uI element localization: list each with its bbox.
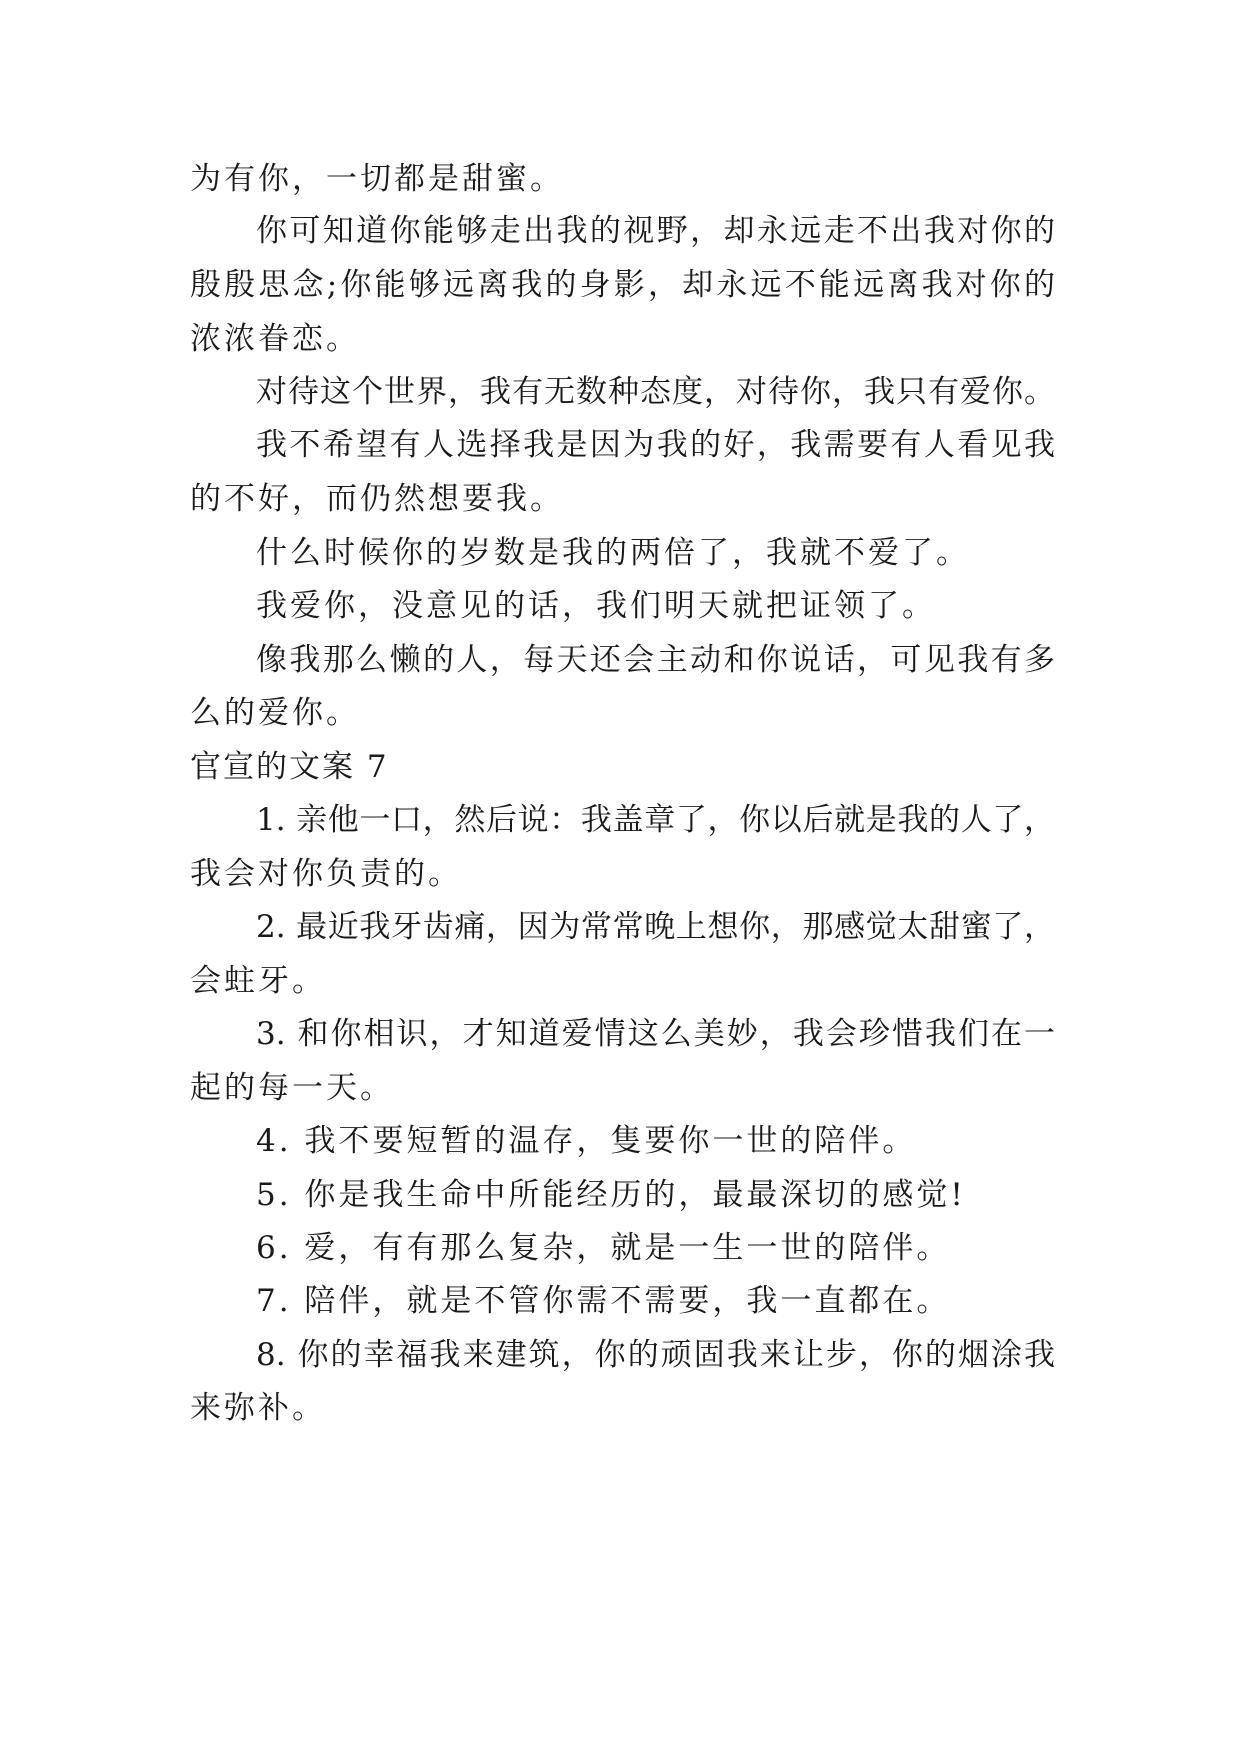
paragraph-line: 我不希望有人选择我是因为我的好，我需要有人看见我 <box>256 427 1055 463</box>
list-item-line: 2. 最近我牙齿痛，因为常常晚上想你，那感觉太甜蜜了， <box>256 909 1055 945</box>
list-item-line: 起的每一天。 <box>190 1070 394 1106</box>
paragraph-line: 为有你，一切都是甜蜜。 <box>190 161 564 197</box>
list-item-line: 1. 亲他一口，然后说：我盖章了，你以后就是我的人了， <box>256 802 1055 838</box>
list-item-line: 4. 我不要短暂的温存，隻要你一世的陪伴。 <box>256 1123 917 1159</box>
paragraph-line: 对待这个世界，我有无数种态度，对待你，我只有爱你。 <box>256 374 1055 410</box>
paragraph-line: 的不好，而仍然想要我。 <box>190 481 564 517</box>
list-item-line: 8. 你的幸福我来建筑，你的顽固我来让步，你的烟涂我 <box>256 1337 1055 1373</box>
list-item-line: 6. 爱，有有那么复杂，就是一生一世的陪伴。 <box>256 1230 951 1266</box>
paragraph-line: 殷殷思念;你能够远离我的身影，却永远不能远离我对你的 <box>190 267 1055 303</box>
paragraph-line: 我爱你，没意见的话，我们明天就把证领了。 <box>256 588 936 624</box>
list-item-line: 我会对你负责的。 <box>190 856 462 892</box>
paragraph-line: 你可知道你能够走出我的视野，却永远走不出我对你的 <box>256 213 1055 249</box>
list-item-line: 7. 陪伴，就是不管你需不需要，我一直都在。 <box>256 1283 951 1319</box>
list-item-line: 会蛀牙。 <box>190 963 326 999</box>
list-item-line: 5. 你是我生命中所能经历的，最最深切的感觉! <box>256 1177 966 1213</box>
list-item-line: 来弥补。 <box>190 1390 326 1426</box>
paragraph-line: 像我那么懒的人，每天还会主动和你说话，可见我有多 <box>256 642 1055 678</box>
paragraph-line: 什么时候你的岁数是我的两倍了，我就不爱了。 <box>256 535 970 571</box>
section-heading: 官宣的文案 7 <box>190 749 389 785</box>
paragraph-line: 么的爱你。 <box>190 695 360 731</box>
paragraph-line: 浓浓眷恋。 <box>190 321 360 357</box>
list-item-line: 3. 和你相识，才知道爱情这么美妙，我会珍惜我们在一 <box>256 1016 1055 1052</box>
